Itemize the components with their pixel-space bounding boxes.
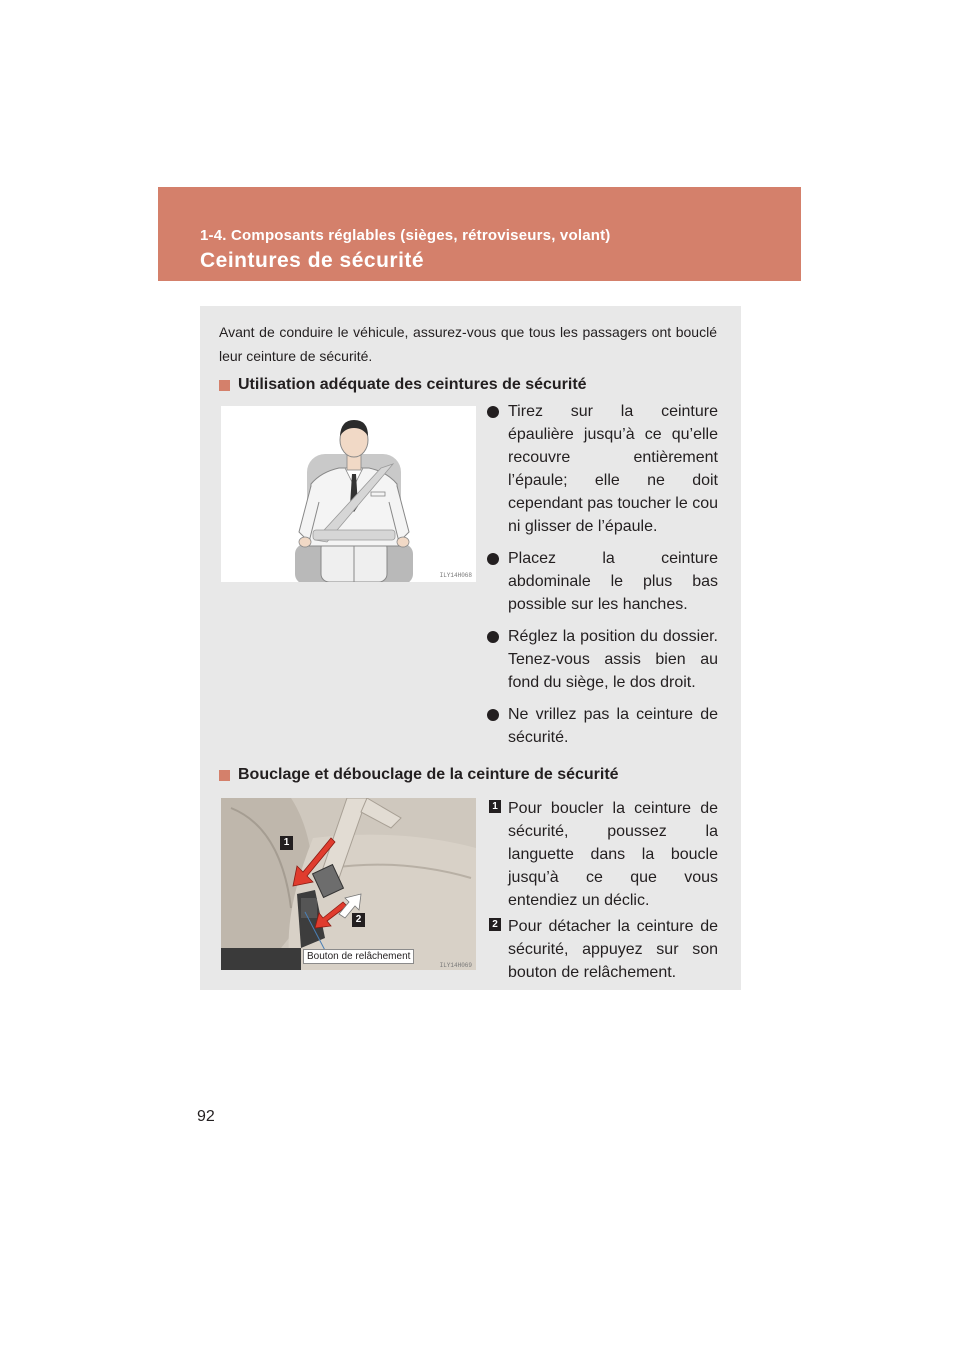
step-text: Pour boucler la ceinture de sécurité, poussez la languette dans la boucle jusqu’à ce que vous entendiez un déclic. (508, 800, 718, 909)
page-number: 92 (197, 1108, 215, 1125)
buckle-illustration (221, 798, 476, 970)
section1-heading-text: Utilisation adéquate des ceintures de sécurité (238, 376, 587, 393)
seated-driver-illustration (221, 406, 476, 582)
step-text: Pour détacher la ceinture de sécurité, appuyez sur son bouton de relâchement. (508, 918, 718, 981)
step-list (489, 797, 718, 987)
section2-heading-text: Bouclage et débouclage de la ceinture de sécurité (238, 766, 619, 783)
bullet-dot-icon (487, 631, 499, 643)
step-tag-1: 1 (280, 836, 293, 850)
bullet-text: Ne vrillez pas la ceinture de sécurité. (508, 706, 718, 746)
image-code: ILY14H068 (439, 572, 472, 579)
bullet-text: Tirez sur la ceinture épaulière jusqu’à ce qu’elle recouvre entièrement l’épaule; elle ne doit cependant pas toucher le cou ni glisser de l’épaule. (508, 403, 718, 535)
header-band (158, 187, 801, 281)
section1-heading (219, 376, 587, 394)
release-button-callout: Bouton de relâchement (303, 949, 414, 964)
bullet-dot-icon (487, 406, 499, 418)
content-box (200, 306, 741, 990)
square-bullet-icon (219, 380, 230, 391)
list-item (489, 797, 718, 912)
bullet-text: Réglez la position du dossier. Tenez-vous assis bien au fond du siège, le dos droit. (508, 628, 718, 691)
list-item (487, 400, 718, 538)
list-item (487, 703, 718, 749)
bullet-dot-icon (487, 553, 499, 565)
list-item (487, 625, 718, 694)
image-code: ILY14H069 (439, 962, 472, 969)
bullet-dot-icon (487, 709, 499, 721)
section-title: 1-4. Composants réglables (sièges, rétroviseurs, volant) (200, 227, 611, 244)
seat-buckle-icon (221, 798, 476, 970)
step-tag-2: 2 (352, 913, 365, 927)
square-bullet-icon (219, 770, 230, 781)
step-number-badge: 2 (489, 918, 501, 931)
list-item (489, 915, 718, 984)
page-title: Ceintures de sécurité (200, 249, 425, 272)
bullet-list (487, 400, 718, 758)
intro-text: Avant de conduire le véhicule, assurez-vous que tous les passagers ont bouclé leur ceinture de sécurité. (219, 324, 717, 364)
list-item (487, 547, 718, 616)
step-number-badge: 1 (489, 800, 501, 813)
seated-driver-icon (221, 406, 476, 582)
bullet-text: Placez la ceinture abdominale le plus bas possible sur les hanches. (508, 550, 718, 613)
section2-heading (219, 766, 619, 784)
